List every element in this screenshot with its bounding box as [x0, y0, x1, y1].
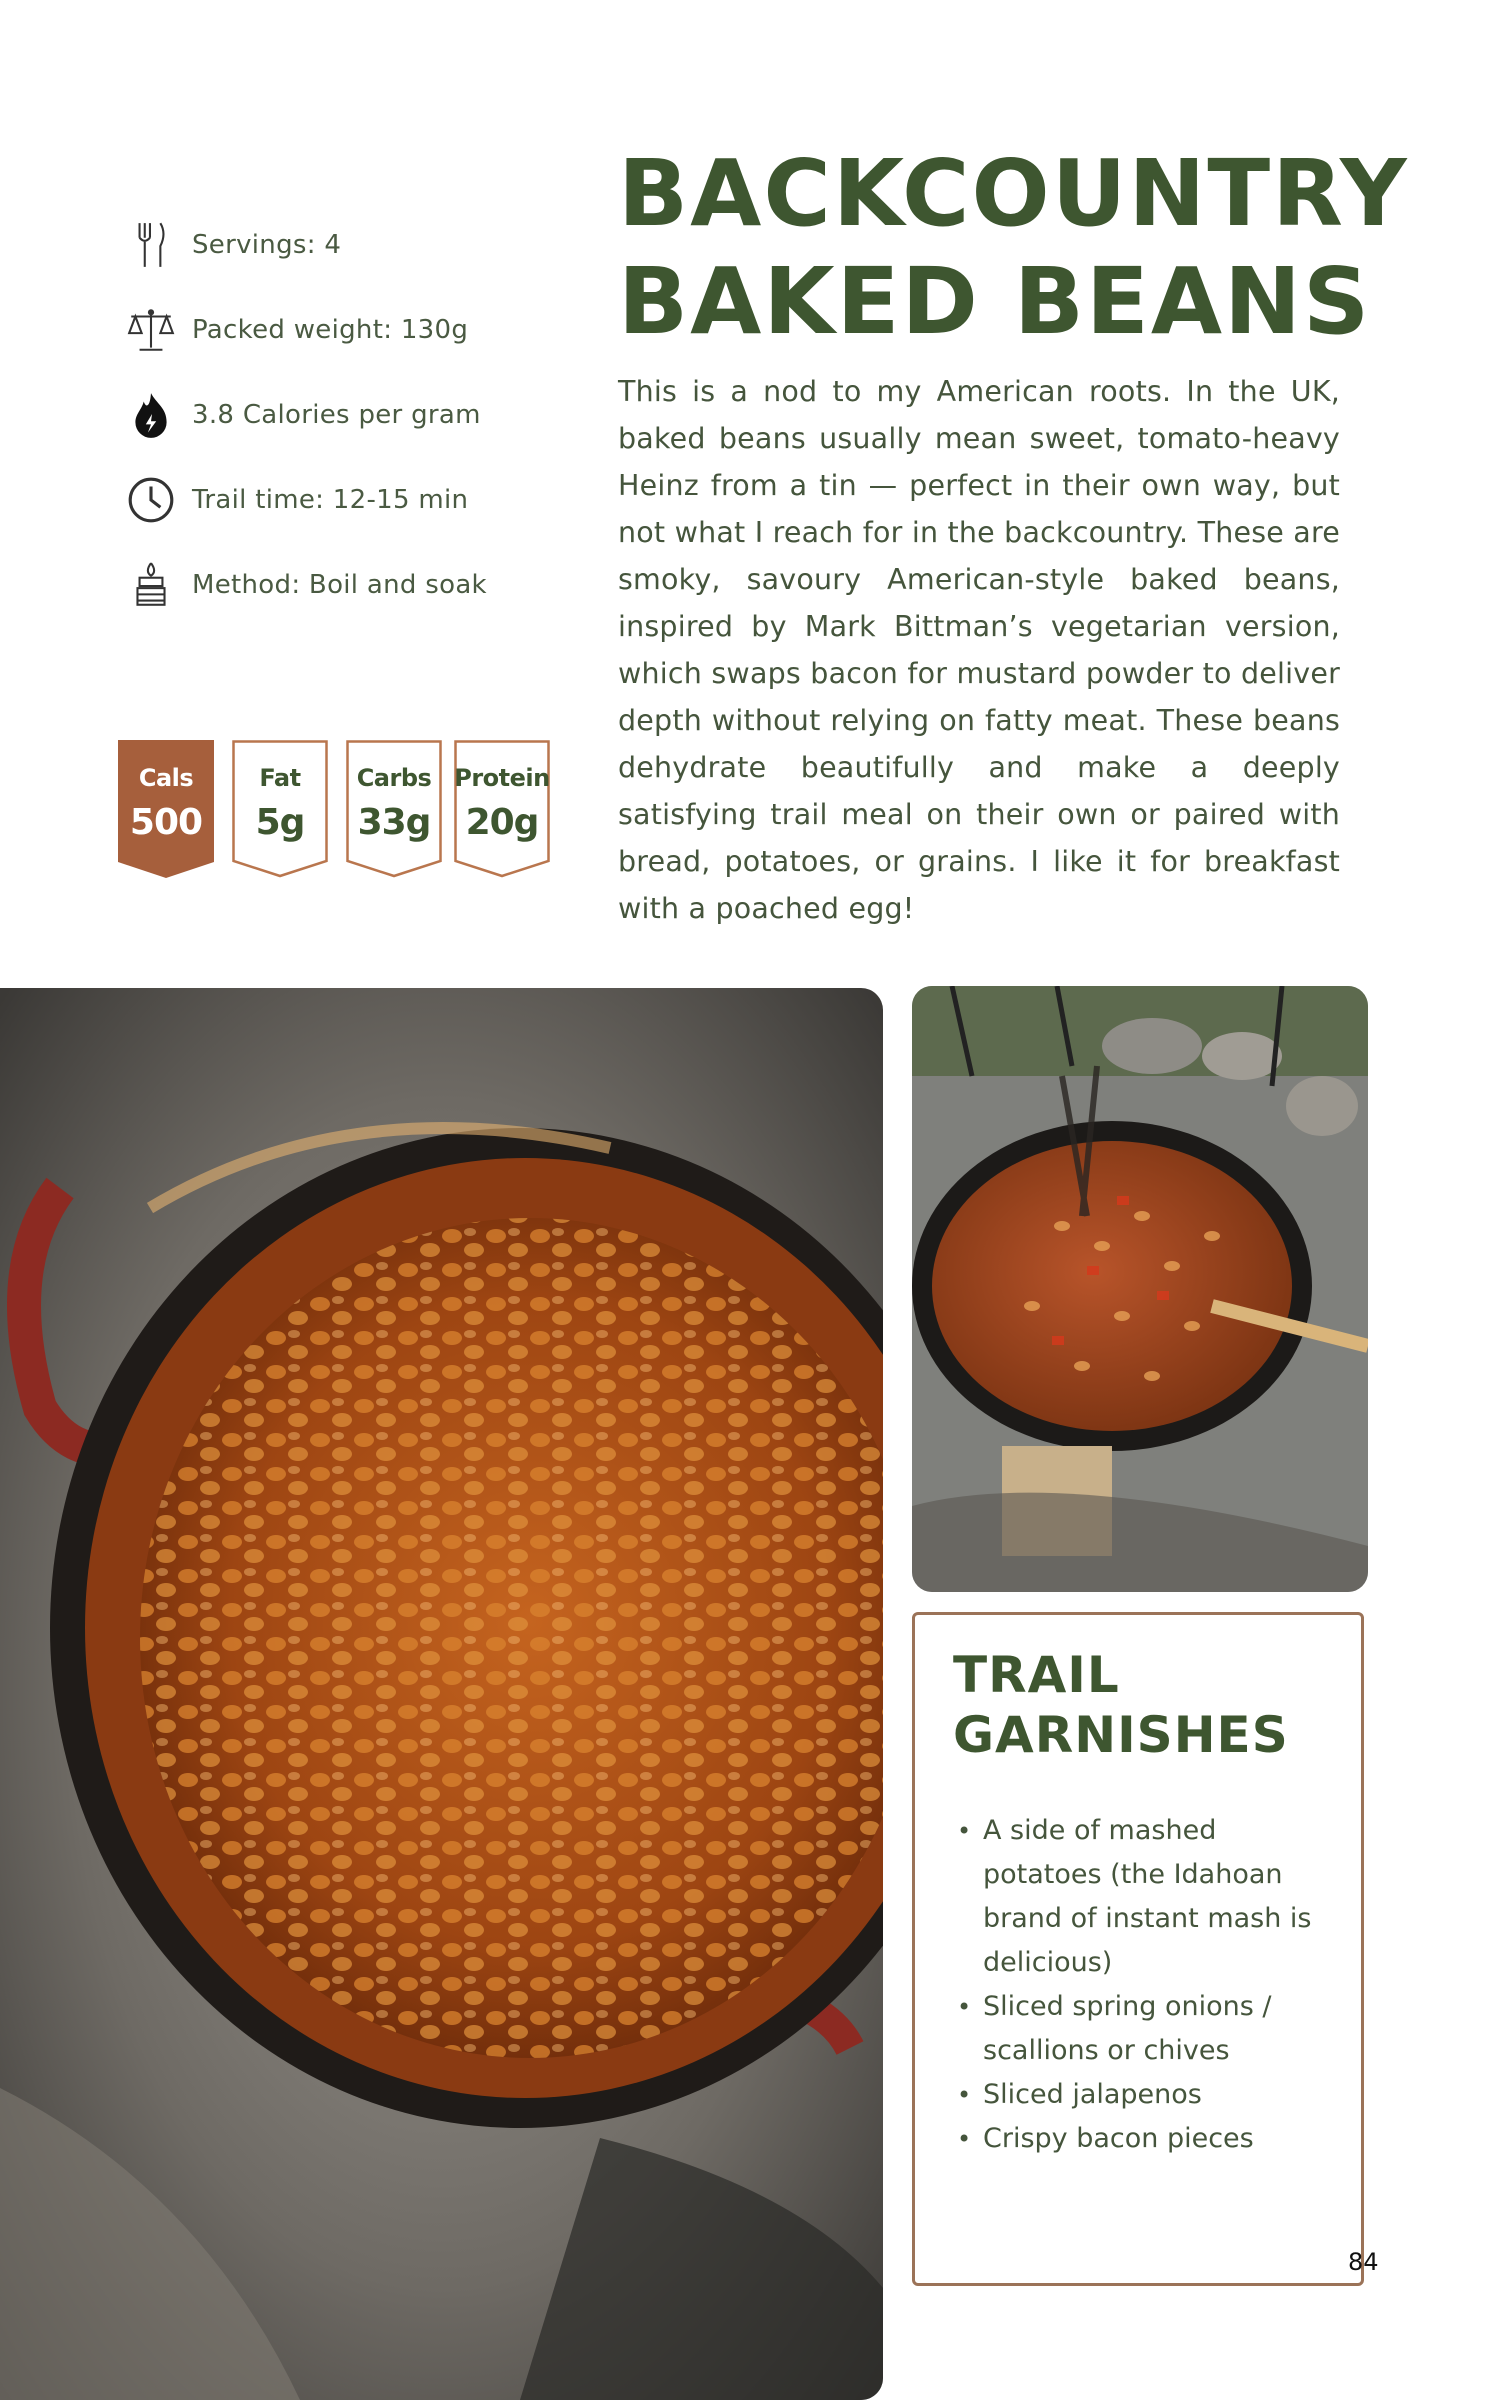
list-item: • Sliced spring onions / scallions or chives — [953, 1985, 1333, 2073]
utensils-icon — [120, 215, 182, 275]
recipe-title-line: BACKCOUNTRY — [618, 140, 1409, 247]
meta-text: Servings: 4 — [192, 230, 342, 260]
nutrition-value: 500 — [129, 802, 203, 843]
nutrition-badge-fat — [232, 740, 328, 878]
meta-method — [120, 555, 487, 615]
nutrition-value: 20g — [465, 802, 539, 843]
recipe-title — [618, 140, 1418, 356]
nutrition-label: Carbs — [356, 764, 432, 792]
garnish-list — [953, 1809, 1333, 2161]
clock-icon — [120, 470, 182, 530]
trail-garnishes-box — [912, 1612, 1364, 2286]
trail-garnishes-title — [953, 1645, 1333, 1765]
meta-text: Packed weight: 130g — [192, 315, 469, 345]
list-item: • A side of mashed potatoes (the Idahoan brand of instant mash is delicious) — [953, 1809, 1333, 1985]
nutrition-badge-cals — [118, 740, 214, 878]
nutrition-badge-carbs — [346, 740, 442, 878]
garnish-title-line: TRAIL — [953, 1646, 1120, 1704]
nutrition-label: Fat — [259, 764, 301, 792]
nutrition-label: Protein — [454, 764, 550, 792]
meta-text: Trail time: 12-15 min — [192, 485, 469, 515]
nutrition-badge-protein — [454, 740, 550, 878]
list-item: • Crispy bacon pieces — [953, 2117, 1333, 2161]
baked-beans-pot-photo — [0, 988, 883, 2400]
scale-icon — [120, 300, 182, 360]
meta-text: 3.8 Calories per gram — [192, 400, 481, 430]
meta-packed-weight — [120, 300, 468, 360]
recipe-intro: This is a nod to my American roots. In the UK, baked beans usually mean sweet, tomato-heavy Heinz from a tin — perfect in their own way, but not what I reach for in the backcountry. These are smoky, savoury American-style baked beans, inspired by Mark Bittman’s vegetarian version, which swaps bacon for mustard powder to deliver depth without relying on fatty meat. These beans dehydrate beautifully and make a deeply satisfying trail meal on their own or paired with bread, potatoes, or grains. I like it for breakfast with a poached egg! — [618, 375, 1340, 925]
garnish-title-line: GARNISHES — [953, 1706, 1289, 1764]
fire-icon — [120, 385, 182, 445]
nutrition-value: 5g — [255, 802, 305, 843]
hanging-pot-photo — [912, 986, 1368, 1592]
meta-calories — [120, 385, 481, 445]
stove-icon — [120, 555, 182, 615]
meta-text: Method: Boil and soak — [192, 570, 487, 600]
meta-servings — [120, 215, 341, 275]
recipe-title-line: BAKED BEANS — [618, 248, 1372, 355]
meta-trail-time — [120, 470, 468, 530]
nutrition-label: Cals — [138, 764, 194, 792]
list-item: • Sliced jalapenos — [953, 2073, 1333, 2117]
page-number: 84 — [1348, 2248, 1379, 2276]
nutrition-value: 33g — [357, 802, 431, 843]
